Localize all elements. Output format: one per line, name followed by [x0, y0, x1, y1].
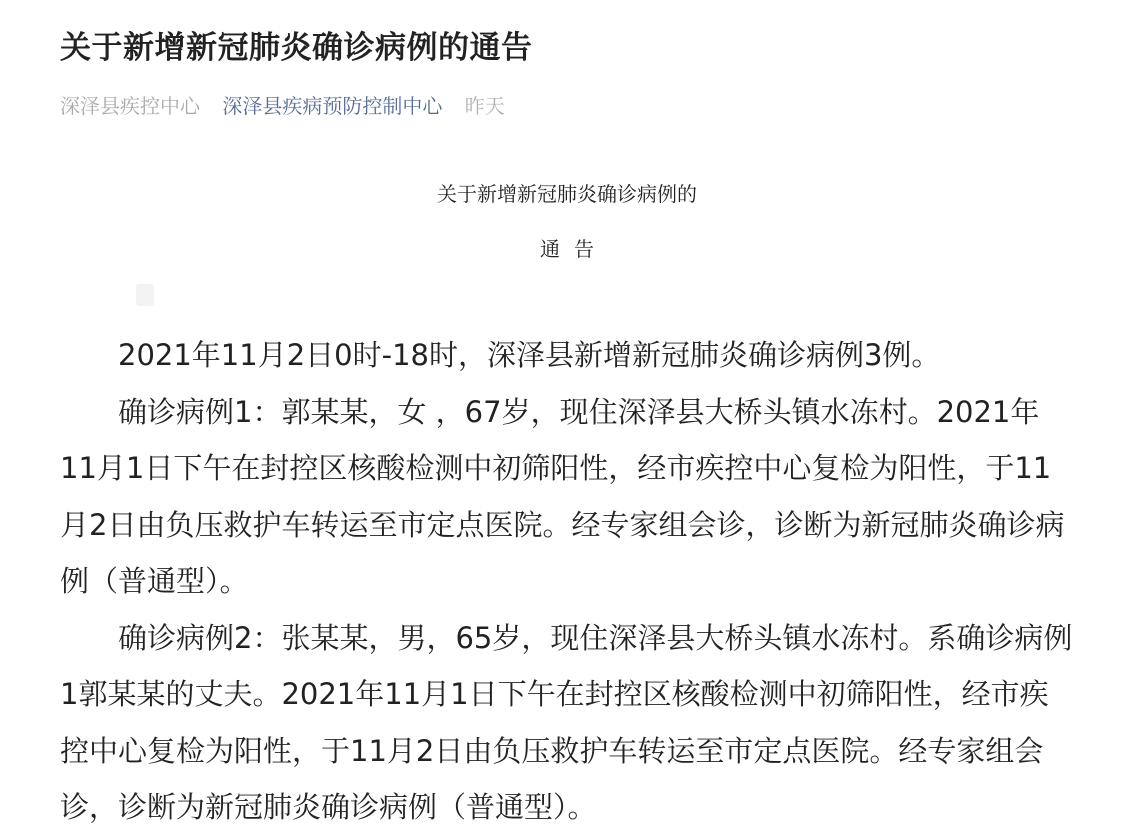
article-meta [60, 90, 505, 119]
article-title: 关于新增新冠肺炎确诊病例的通告 [60, 30, 533, 66]
article-body [60, 327, 1076, 835]
account-link[interactable]: 深泽县疾病预防控制中心 [222, 94, 443, 118]
faint-mark [136, 284, 154, 306]
author-name: 深泽县疾控中心 [60, 94, 200, 118]
paragraph-case-2: 确诊病例2：张某某，男，65岁，现住深泽县大桥头镇水冻村。系确诊病例1郭某某的丈夫。2021年11月1日下午在封控区核酸检测中初筛阳性，经市疾控中心复检为阳性，于11月2日由负压救护车转运至市定点医院。经专家组会诊，诊断为新冠肺炎确诊病例（普通型）。 [60, 620, 1073, 824]
notice-heading-line1: 关于新增新冠肺炎确诊病例的 [437, 182, 697, 206]
notice-heading-line2: 通告 [540, 237, 608, 261]
paragraph-case-1: 确诊病例1：郭某某，女 ，67岁，现住深泽县大桥头镇水冻村。2021年11月1日下午在封控区核酸检测中初筛阳性，经市疾控中心复检为阳性，于11月2日由负压救护车转运至市定点医院。经专家组会诊，诊断为新冠肺炎确诊病例（普通型）。 [60, 394, 1065, 598]
paragraph-summary: 2021年11月2日0时-18时，深泽县新增新冠肺炎确诊病例3例。 [118, 338, 941, 372]
publish-time: 昨天 [464, 94, 505, 118]
